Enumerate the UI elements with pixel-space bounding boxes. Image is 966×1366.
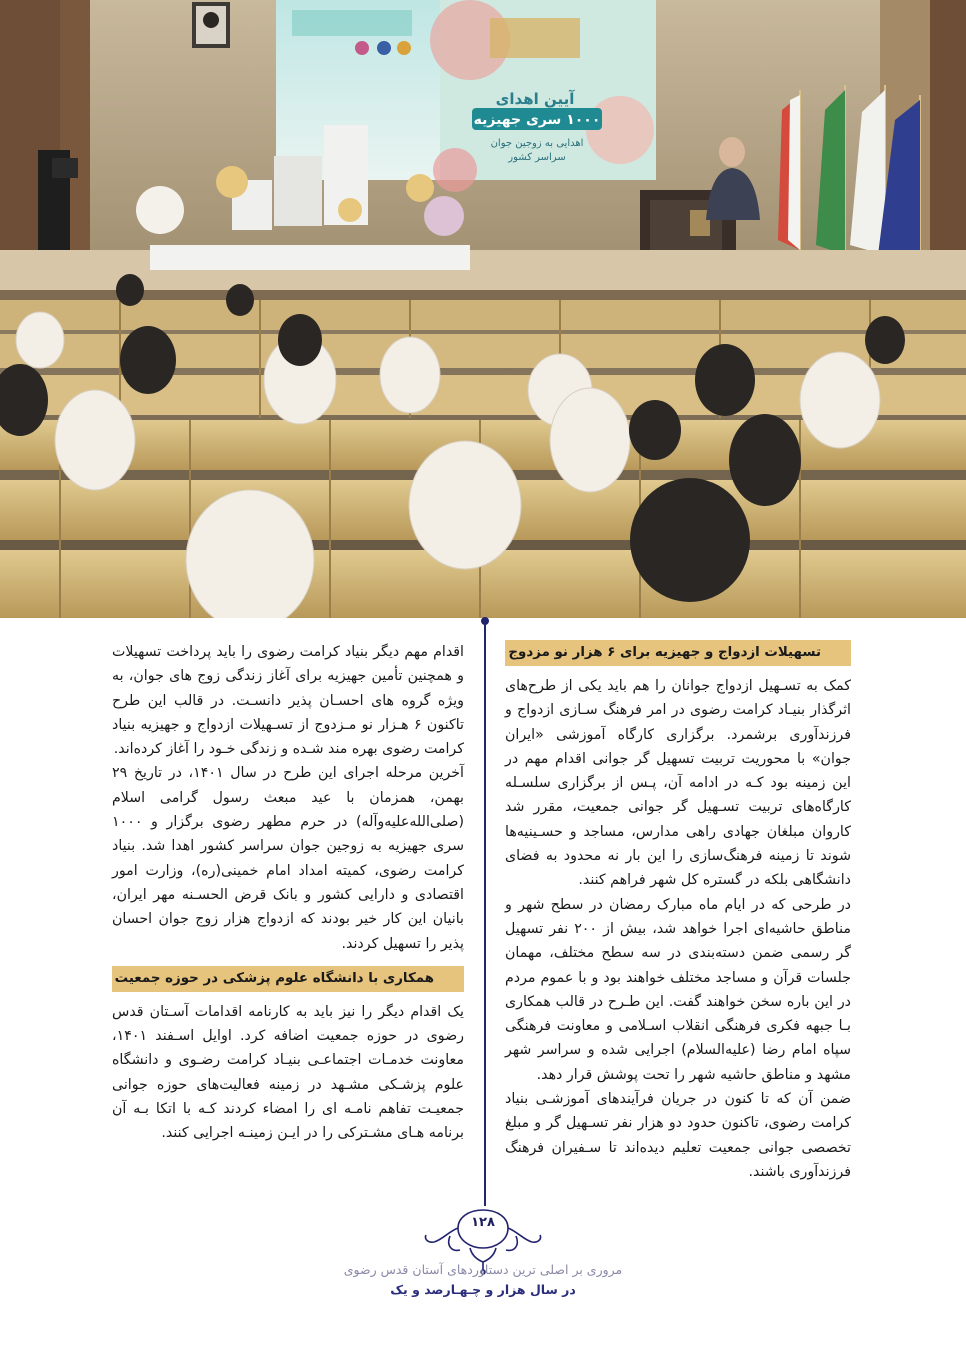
column-divider [484,621,486,1206]
paragraph: آخرین مرحله اجرای این طرح در سال ۱۴۰۱، در تاریخ ۲۹ بهمن، همزمان با عید مبعث رسول گرامی اسلام (صلی‌الله‌علیه‌وآله) در حرم مطهر رضوی برگزار و ۱۰۰۰ سری جهیزیه به زوجین جوان سراسر کشور اهدا شد. بنیاد کرامت رضوی، کمیته امداد امام خمینی(ره)، وزارت امور اقتصادی و دارایی کشور و بانک قرض الحسـنه مهر ایران، بانیان این کار خیر بودند که ازدواج هزار زوج جوان احسان پذیر را تسهیل کردند. [112,765,464,952]
section-heading-text: تسهیلات ازدواج و جهیزیه برای ۶ هزار نو مزدوج [508,645,821,660]
banner-line1: آیین اهدای [495,90,575,108]
section-heading-medical-university [112,966,464,992]
paragraph: در طرحی که در ایام ماه مبارک رمضان در سطح شهر و مناطق حاشیه‌ای اجرا خواهد شد، بیش از ۲۰۰ نفر تسهیل گر رسمی ضمن دسته‌بندی در سه سطح مختلف، مهمان جلسات قرآن و مساجد مختلف خواهند بود و با عموم مردم در این باره سخن خواهند گفت. این طـرح در قالب همکاری بـا جبهه فکری فرهنگی انقلاب اسـلامی و معاونت فرهنگی سپاه امام رضا (علیه‌السلام) اجرایی شده و سراسر شهر مشهد و مناطق حاشیه شهر را تحت پوشش قرار دهد. [505,896,851,1083]
paragraph: اقدام مهم دیگر بنیاد کرامت رضوی را باید پرداخت تسهیلات و همچنین تأمین جهیزیه برای آغاز زندگی زوج های جوان، به ویژه گروه های احسـان پذیر دانسـت. در قالب این طرح تاکنون ۶ هـزار نو مـزدوج از تسـهیلات ازدواج و جهیزیه بنیاد کرامت رضوی بهره مند شـده و زندگی خـود را آغاز کرده‌اند. [112,644,464,758]
paragraph: کمک به تسـهیل ازدواج جوانان را هم باید یکی از طرح‌های اثرگذار بنیـاد کرامت رضوی در امر فرهنگ سـازی ازدواج و فرزندآوری برشمرد. برگزاری کارگاه آموزشی «ایران جوان» با محوریت تربیت تسهیل گر جوانی اقدام مهم در این زمینه بود کـه در ادامه آن، پـس از برگزاری سلسـله کارگاه‌های تربیت تسـهیل گر جوانی جمعیت، مقرر شد کاروان مبلغان جهادی راهی مدارس، مساجد و حسـینیه‌ها شوند تا زمینه فرهنگ‌سازی را این بار نه محدود به فضای دانشگاهی بلکه در گستره کل شهر فراهم کنند. [505,678,851,889]
section-heading-text: همکاری با دانشگاه علوم پزشکی در حوزه جمعیت [114,970,434,986]
footer-publication-title: مروری بر اصلی ترین دستاوردهای آستان قدس رضوی [343,1262,623,1277]
banner-line4: سراسر کشور [508,152,566,163]
footer-year-subtitle: در سال هزار و چـهـارصد و یک [390,1282,576,1297]
paragraph: ضمن آن که تا کنون در جریان فرآیندهای آموزشـی بنیاد کرامت رضوی، تاکنون حدود دو هزار نفر تسـهیل گر و مبلغ تخصصی جوانی جمعیت تعلیم دیده‌اند تا سـفیران فرهنگ فرزندآوری باشند. [505,1091,851,1180]
section-heading-marriage-facilities [505,640,851,666]
event-photo [0,0,966,618]
right-column [505,640,851,1184]
paragraph: یک اقدام دیگر را نیز باید به کارنامه اقدامات آسـتان قدس رضوی در حوزه جمعیت اضافه کرد. اوایل اسـفند ۱۴۰۱، معاونت خدمـات اجتماعـی بنیـاد کرامت رضـوی و دانشگاه علوم پزشـکی مشـهد در زمینه فعالیت‌های حوزه جوانی جمعیـت تفاهم نامـه ای را امضاء کردند کـه با اتکا بـه آن برنامه هـای مشـترکی را در ایـن زمینـه اجرایی کنند. [112,1003,464,1142]
banner-line2: ۱۰۰۰ سری جهیزیه [473,112,601,128]
left-column [112,640,464,1146]
banner-line3: اهدایی به زوجین جوان [490,138,584,149]
page-number: ۱۲۸ [471,1215,495,1230]
divider-top-dot [480,616,490,626]
